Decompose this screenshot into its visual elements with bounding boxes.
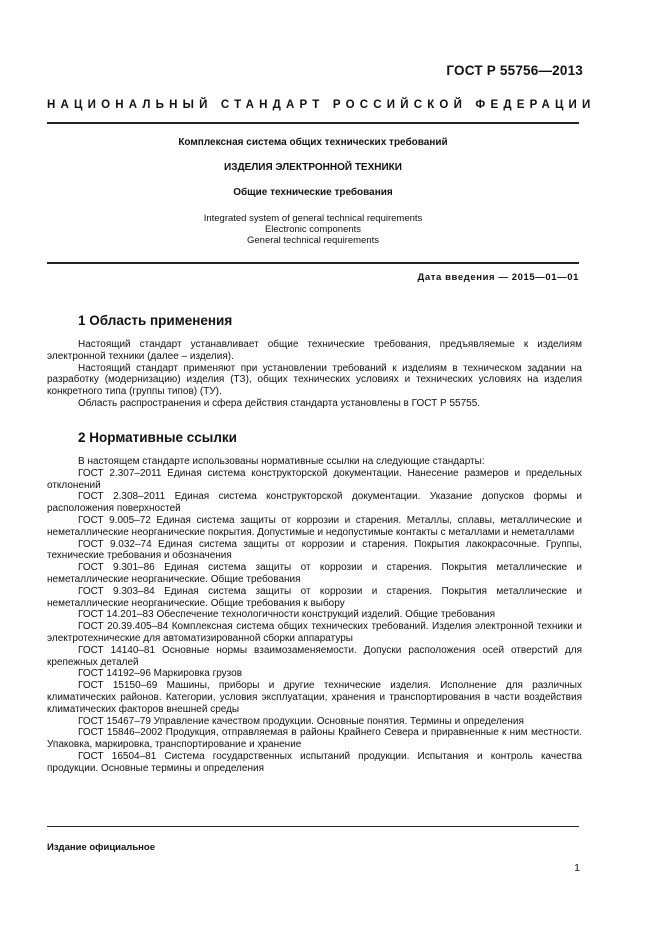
reference-item: ГОСТ 9.301–86 Единая система защиты от коррозии и старения. Покрытия металлические и неметаллические неорганические. Общие требования [47,562,582,585]
reference-item: ГОСТ 2.307–2011 Единая система конструкторской документации. Нанесение размеров и предельных отклонений [47,467,582,491]
reference-item: ГОСТ 9.032–74 Единая система защиты от коррозии и старения. Покрытия лакокрасочные. Группы, технические требования и обозначения [47,538,582,562]
paragraph: Настоящий стандарт применяют при установлении требований к изделиям в техническом задании на разработку (модернизацию) изделия (ТЗ), общих технических условиях и технических условиях на изделия конкретного типа (группы типов) (ТУ). [47,362,582,398]
edition-label: Издание официальное [47,842,155,853]
reference-item: ГОСТ 15467–79 Управление качеством продукции. Основные понятия. Термины и определения [78,715,524,727]
section-2-heading: 2 Нормативные ссылки [78,430,237,445]
paragraph: Область распространения и сфера действия стандарта установлены в ГОСТ Р 55755. [78,397,481,409]
reference-item: ГОСТ 14140–81 Основные нормы взаимозаменяемости. Допуски расположения осей отверстий для крепежных деталей [47,644,582,668]
section-2-body [47,456,582,775]
reference-item: ГОСТ 9.303–84 Единая система защиты от коррозии и старения. Покрытия металлические и неметаллические неорганические. Общие требования к выбору [47,585,582,609]
reference-item: ГОСТ 9.005–72 Единая система защиты от коррозии и старения. Металлы, сплавы, металлические и неметаллические неорганические покрытия. Допустимые и недопустимые контакты с металлами и неметаллами [47,514,582,538]
page-number: 1 [574,862,580,874]
top-divider [47,122,579,124]
english-title-line: Integrated system of general technical requirements [203,213,423,224]
paragraph: В настоящем стандарте использованы нормативные ссылки на следующие стандарты: [78,456,485,467]
reference-item: ГОСТ 15846–2002 Продукция, отправляемая в районы Крайнего Севера и приравненные к ним местности. Упаковка, маркировка, транспортирование и хранение [47,727,582,751]
english-titles [47,213,579,246]
doc-number: ГОСТ Р 55756—2013 [446,63,583,78]
english-title-line: General technical requirements [246,235,379,246]
footer-divider [47,826,579,827]
sub-title: Общие технические требования [233,187,393,198]
reference-item: ГОСТ 15150–69 Машины, приборы и другие технические изделия. Исполнение для различных климатических районов. Категории, условия эксплуатации, хранения и транспортирования в части воздействия климатических факторов внешней среды [47,680,582,715]
main-title: ИЗДЕЛИЯ ЭЛЕКТРОННОЙ ТЕХНИКИ [224,162,402,173]
introduction-date: Дата введения — 2015—01—01 [417,272,579,283]
reference-item: ГОСТ 2.308–2011 Единая система конструкторской документации. Указание допусков формы и расположения поверхностей [47,491,582,515]
middle-divider [47,262,579,264]
reference-item: ГОСТ 20.39.405–84 Комплексная система общих технических требований. Изделия электронной техники и электротехнические для автоматизированной сборки аппаратуры [47,621,582,644]
paragraph: Настоящий стандарт устанавливает общие технические требования, предъявляемые к изделиям электронной техники (далее – изделия). [47,339,582,362]
section-1-body [47,339,582,410]
reference-item: ГОСТ 16504–81 Система государственных испытаний продукции. Испытания и контроль качества продукции. Основные термины и определения [47,750,582,774]
reference-item: ГОСТ 14.201–83 Обеспечение технологичности конструкций изделий. Общие требования [78,609,495,621]
reference-item: ГОСТ 14192–96 Маркировка грузов [78,668,243,680]
standard-title: НАЦИОНАЛЬНЫЙ СТАНДАРТ РОССИЙСКОЙ ФЕДЕРАЦИИ [47,99,596,111]
section-1-heading: 1 Область применения [78,313,233,328]
english-title-line: Electronic components [264,224,362,235]
system-title: Комплексная система общих технических требований [178,137,448,148]
